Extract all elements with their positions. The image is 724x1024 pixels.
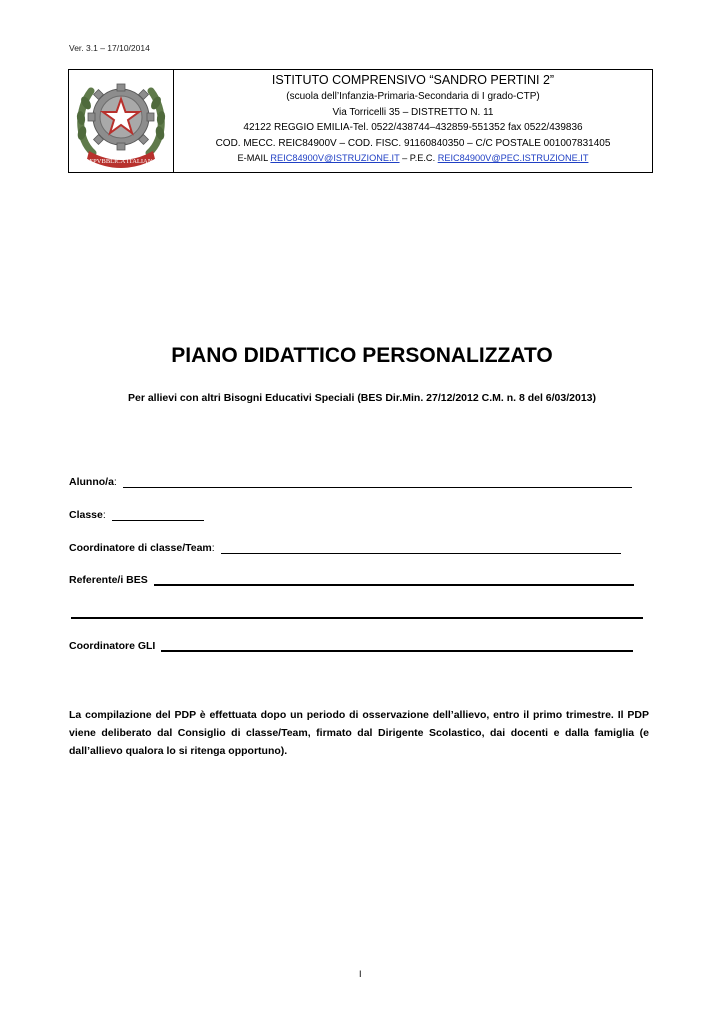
coordinatore-classe-input-line[interactable] (221, 543, 621, 554)
pdp-note: La compilazione del PDP è effettuata dopo un periodo di osservazione dell’allievo, entro il primo trimestre. Il PDP viene deliberato dal Consiglio di classe/Team, firmato dal Dirigente Scolastico, dai docenti e dalla famiglia (e dall’allievo qualora lo si ritenga opportuno). (69, 709, 649, 757)
classe-input-line[interactable] (112, 510, 204, 521)
field-coordinatore-classe (69, 542, 621, 554)
email-link[interactable]: REIC84900V@ISTRUZIONE.IT (270, 153, 400, 163)
coordinatore-gli-label: Coordinatore GLI (69, 640, 156, 652)
alunno-label: Alunno/a (69, 476, 114, 488)
referente-label: Referente/i BES (69, 574, 148, 586)
school-city-phone: 42122 REGGIO EMILIA-Tel. 0522/438744–432859-551352 fax 0522/439836 (243, 122, 583, 133)
field-classe (69, 509, 204, 521)
italian-republic-emblem-icon (71, 73, 171, 169)
school-contacts (174, 151, 652, 167)
school-header (68, 69, 653, 173)
page-number: I (359, 969, 362, 979)
school-name: ISTITUTO COMPRENSIVO “SANDRO PERTINI 2” (271, 73, 555, 87)
alunno-input-line[interactable] (123, 477, 632, 488)
pec-link[interactable]: REIC84900V@PEC.ISTRUZIONE.IT (437, 153, 589, 163)
school-address: Via Torricelli 35 – DISTRETTO N. 11 (332, 106, 494, 118)
version-label: Ver. 3.1 – 17/10/2014 (69, 43, 150, 53)
school-type: (scuola dell’Infanzia-Primaria-Secondaria di I grado-CTP) (286, 91, 540, 102)
classe-label: Classe (69, 509, 103, 521)
referente-extra-line[interactable] (71, 607, 643, 619)
email-label: E-MAIL (237, 153, 271, 163)
coordinatore-gli-input-line[interactable] (161, 640, 633, 652)
emblem-cell (69, 70, 174, 172)
school-info (174, 70, 652, 172)
school-codes: COD. MECC. REIC84900V – COD. FISC. 91160840350 – C/C POSTALE 001007831405 (215, 137, 611, 149)
referente-input-line[interactable] (154, 574, 634, 586)
field-alunno (69, 476, 632, 488)
classe-colon: : (102, 509, 106, 521)
coordinatore-classe-colon: : (211, 542, 215, 554)
alunno-colon: : (113, 476, 117, 488)
document-title: PIANO DIDATTICO PERSONALIZZATO (171, 344, 553, 367)
emblem-ribbon-text: REPVBBLICA ITALIANA (84, 158, 158, 165)
field-referente-continued (71, 607, 643, 619)
field-referente (69, 574, 634, 586)
document-subtitle: Per allievi con altri Bisogni Educativi Speciali (BES Dir.Min. 27/12/2012 C.M. n. 8 del 6/03/2013) (127, 392, 597, 404)
coordinatore-classe-label: Coordinatore di classe/Team (69, 542, 212, 554)
pec-label: – P.E.C. (399, 153, 438, 163)
field-coordinatore-gli (69, 640, 633, 652)
